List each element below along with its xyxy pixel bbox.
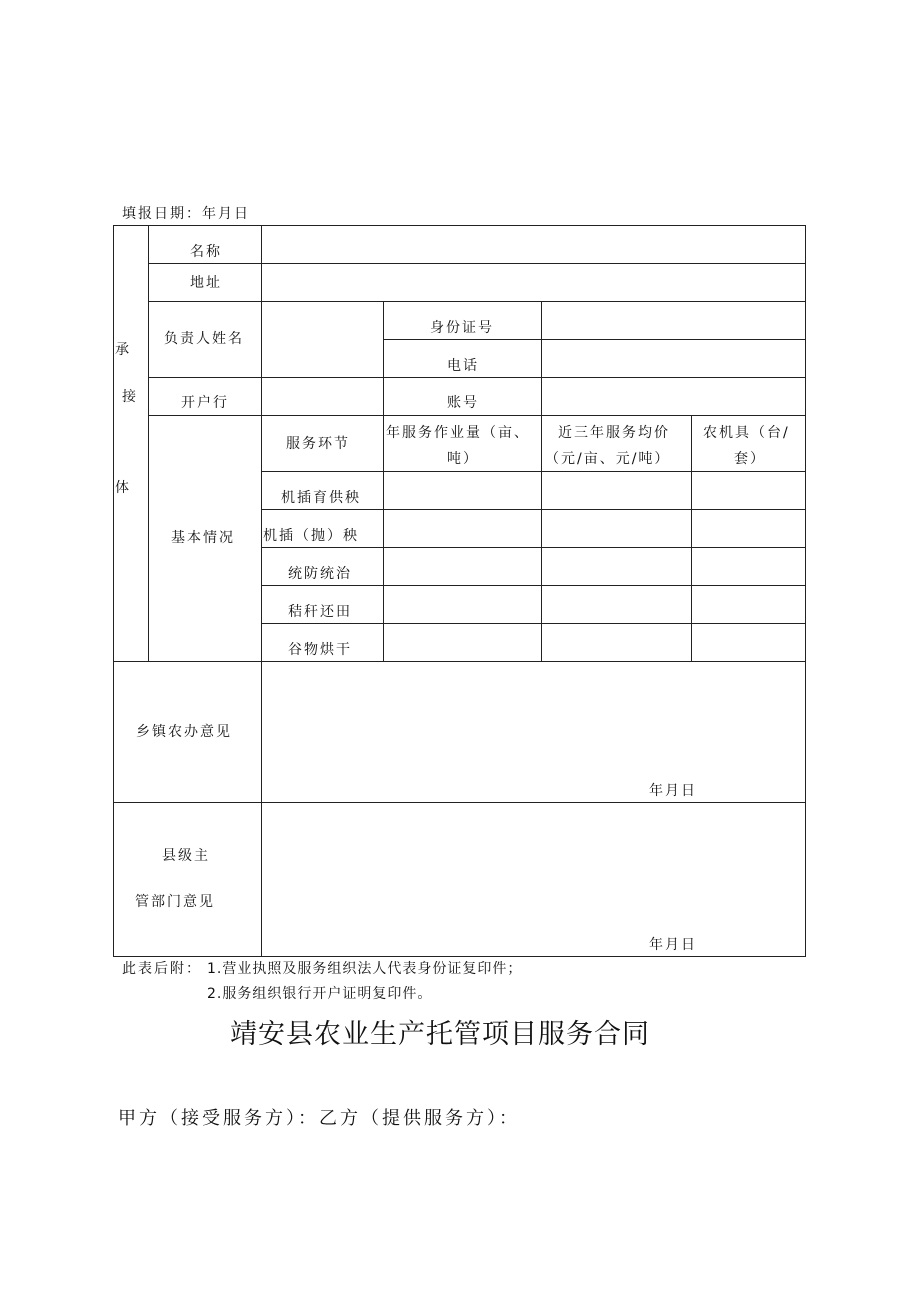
attachment-item-1: 1.营业执照及服务组织法人代表身份证复印件；: [207, 961, 523, 977]
contract-parties: 甲方（接受服务方）：乙方（提供服务方）：: [118, 1108, 520, 1129]
header-machinery-line2: 套）: [734, 451, 766, 467]
name-label: 名称: [190, 244, 222, 260]
service-row-3: 统防统治: [288, 566, 352, 582]
basic-info-label: 基本情况: [171, 530, 235, 546]
township-opinion-label: 乡镇农办意见: [136, 724, 232, 740]
header-volume-line1: 年服务作业量（亩、: [386, 425, 530, 441]
attachments-prefix: 此表后附：: [122, 961, 202, 977]
township-date: 年月日: [649, 783, 697, 799]
header-price-line2: （元/亩、元/吨）: [545, 451, 671, 467]
attachment-item-2: 2.服务组织银行开户证明复印件。: [207, 986, 433, 1002]
phone-label: 电话: [447, 358, 479, 374]
id-number-label: 身份证号: [430, 320, 494, 336]
section-label-char-3: 体: [115, 480, 131, 496]
responsible-label: 负责人姓名: [164, 331, 244, 347]
service-row-5: 谷物烘干: [288, 642, 352, 658]
section-label-char-1: 承: [115, 342, 131, 358]
county-opinion-label-line2: 管部门意见: [135, 894, 215, 910]
header-machinery-line1: 农机具（台/: [703, 425, 790, 441]
contract-title: 靖安县农业生产托管项目服务合同: [230, 1019, 650, 1050]
header-price-line1: 近三年服务均价: [558, 425, 670, 441]
header-service: 服务环节: [286, 436, 350, 452]
service-row-2: 机插（抛）秧: [263, 528, 359, 544]
address-label: 地址: [190, 275, 222, 291]
account-label: 账号: [447, 395, 479, 411]
header-volume-line2: 吨）: [447, 451, 479, 467]
bank-label: 开户行: [181, 395, 229, 411]
service-row-4: 秸秆还田: [288, 604, 352, 620]
fill-date: 填报日期：年月日: [122, 206, 250, 222]
county-opinion-label-line1: 县级主: [162, 848, 210, 864]
service-row-1: 机插育供秧: [281, 490, 361, 506]
section-label-char-2: 接: [122, 389, 138, 405]
county-date: 年月日: [649, 937, 697, 953]
